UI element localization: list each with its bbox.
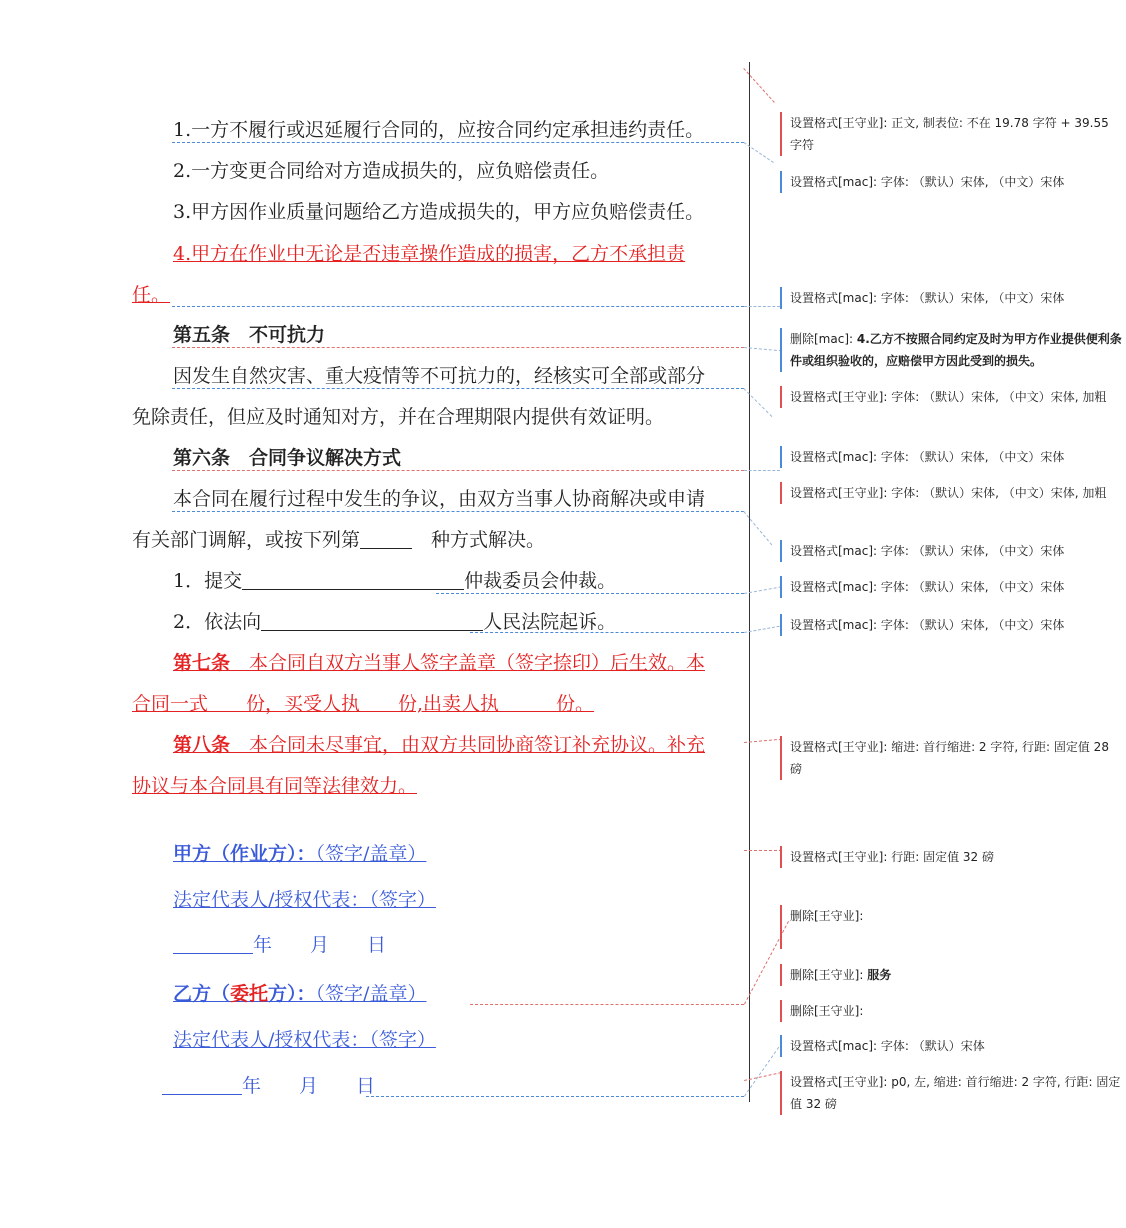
format-comment[interactable]: 设置格式[mac]: 字体: （默认）宋体, （中文）宋体: [780, 287, 1122, 309]
change-track-line: [172, 142, 744, 143]
party-a-date-line: [132, 933, 738, 957]
format-comment[interactable]: 设置格式[王守业]: 字体: （默认）宋体, （中文）宋体, 加粗: [780, 386, 1122, 408]
article-7-para-2: 合同一式 份，买受人执 份,出卖人执 份。: [132, 693, 595, 715]
format-comment[interactable]: 设置格式[mac]: 字体: （默认）宋体, （中文）宋体: [780, 576, 1122, 598]
format-comment[interactable]: 设置格式[mac]: 字体: （默认）宋体: [780, 1035, 1122, 1057]
format-comment[interactable]: 设置格式[王守业]: p0, 左, 缩进: 首行缩进: 2 字符, 行距: 固定值 32 磅: [780, 1071, 1122, 1115]
comment-connector: [743, 68, 775, 103]
party-a-date: 年 月 日: [253, 934, 387, 956]
article-5-para-2: 免除责任，但应及时通知对方，并在合理期限内提供有效证明。: [132, 406, 665, 428]
format-comment[interactable]: 设置格式[mac]: 字体: （默认）宋体, （中文）宋体: [780, 614, 1122, 636]
arbitration-committee-blank[interactable]: [242, 569, 464, 590]
change-track-line: [470, 632, 744, 633]
party-a-label: 甲方（作业方）：: [173, 843, 316, 865]
party-b-label-3: 方）：: [268, 983, 316, 1005]
party-a-signature-line: [132, 842, 738, 866]
deletion-comment[interactable]: 删除[王守业]:: [780, 1000, 1122, 1022]
party-a-sign-hint: （签字/盖章）: [315, 843, 427, 865]
format-comment[interactable]: 设置格式[王守业]: 行距: 固定值 32 磅: [780, 846, 1122, 868]
change-track-line: [172, 306, 744, 307]
clause-1: 1.一方不履行或迟延履行合同的，应按合同约定承担违约责任。: [173, 119, 705, 141]
option-2-tail: 人民法院起诉。: [483, 611, 617, 633]
option-1-tail: 仲裁委员会仲裁。: [464, 570, 617, 592]
deletion-comment-prefix: 删除[mac]:: [790, 332, 857, 346]
party-b-signature-line: [132, 982, 738, 1006]
change-track-line: [172, 511, 744, 512]
deletion-comment[interactable]: [780, 328, 1122, 372]
article-8-para-2: 协议与本合同具有同等法律效力。: [132, 775, 418, 797]
comment-connector: [744, 850, 782, 851]
article-7-para-1: [132, 651, 738, 675]
format-comment[interactable]: 设置格式[mac]: 字体: （默认）宋体, （中文）宋体: [780, 540, 1122, 562]
format-comment[interactable]: 设置格式[mac]: 字体: （默认）宋体, （中文）宋体: [780, 171, 1122, 193]
article-8-title: 第八条: [173, 734, 231, 756]
comment-connector: [743, 388, 772, 417]
clause-4-line-2: 任。: [132, 284, 171, 306]
article-6-para-1: 本合同在履行过程中发生的争议，由双方当事人协商解决或申请: [173, 488, 706, 510]
party-b-date-line: [162, 1074, 742, 1098]
change-track-line: [172, 470, 744, 471]
clause-3: 3.甲方因作业质量问题给乙方造成损失的，甲方应负赔偿责任。: [173, 201, 705, 223]
party-b-label-2: 委托: [230, 983, 269, 1005]
article-6-para-2: [132, 528, 738, 552]
article-6-option-1: [132, 569, 738, 593]
format-comment[interactable]: 设置格式[王守业]: 字体: （默认）宋体, （中文）宋体, 加粗: [780, 482, 1122, 504]
option-1-label: 1．提交: [173, 570, 243, 592]
deletion-comment[interactable]: 删除[王守业]:: [780, 905, 1122, 949]
comment-connector: [743, 511, 772, 545]
method-number-blank[interactable]: [360, 528, 412, 549]
court-blank[interactable]: [261, 610, 483, 631]
change-track-line: [172, 388, 744, 389]
article-6-para-2-text: 有关部门调解，或按下列第: [132, 529, 361, 551]
clause-4-line-1: 4.甲方在作业中无论是否违章操作造成的损害，乙方不承担责: [173, 243, 686, 265]
comment-connector: [744, 306, 780, 307]
article-7-title: 第七条: [173, 652, 231, 674]
article-5-title: 第五条 不可抗力: [173, 324, 326, 346]
article-8-para-1: [132, 733, 738, 757]
party-b-representative: 法定代表人/授权代表：（签字）: [173, 1029, 436, 1051]
article-6-title: 第六条 合同争议解决方式: [173, 447, 402, 469]
markup-divider: [749, 62, 750, 1102]
article-6-para-2-tail: 种方式解决。: [431, 529, 546, 551]
change-track-line: [436, 593, 744, 594]
comment-connector: [743, 142, 773, 163]
option-2-label: 2．依法向: [173, 611, 262, 633]
article-7-text: 本合同自双方当事人签字盖章（签字捺印）后生效。本: [230, 652, 706, 674]
change-track-line: [172, 347, 744, 348]
format-comment[interactable]: 设置格式[王守业]: 正文, 制表位: 不在 19.78 字符 + 39.55 字符: [780, 112, 1122, 156]
deleted-text: 4.乙方不按照合同约定及时为甲方作业提供便利条件或组织验收的，应赔偿甲方因此受到的损失。: [790, 332, 1122, 368]
change-track-line: [366, 1096, 744, 1097]
party-b-date: 年 月 日: [242, 1075, 376, 1097]
party-a-date-blank[interactable]: [173, 933, 253, 954]
deletion-comment-prefix: 删除[王守业]:: [790, 968, 868, 982]
party-b-date-blank[interactable]: [162, 1074, 242, 1095]
party-a-representative: 法定代表人/授权代表：（签字）: [173, 889, 436, 911]
format-comment[interactable]: 设置格式[mac]: 字体: （默认）宋体, （中文）宋体: [780, 446, 1122, 468]
clause-2: 2.一方变更合同给对方造成损失的，应负赔偿责任。: [173, 160, 610, 182]
format-comment[interactable]: 设置格式[王守业]: 缩进: 首行缩进: 2 字符, 行距: 固定值 28 磅: [780, 736, 1122, 780]
party-b-sign-hint: （签字/盖章）: [315, 983, 427, 1005]
article-6-option-2: [132, 610, 738, 634]
party-b-label-1: 乙方（: [173, 983, 231, 1005]
comment-connector: [744, 470, 780, 471]
change-track-line: [470, 1004, 744, 1005]
deletion-comment[interactable]: [780, 964, 1122, 986]
deleted-text: 服务: [867, 968, 892, 982]
article-5-para-1: 因发生自然灾害、重大疫情等不可抗力的，经核实可全部或部分: [173, 365, 706, 387]
article-8-text: 本合同未尽事宜，由双方共同协商签订补充协议。补充: [230, 734, 706, 756]
